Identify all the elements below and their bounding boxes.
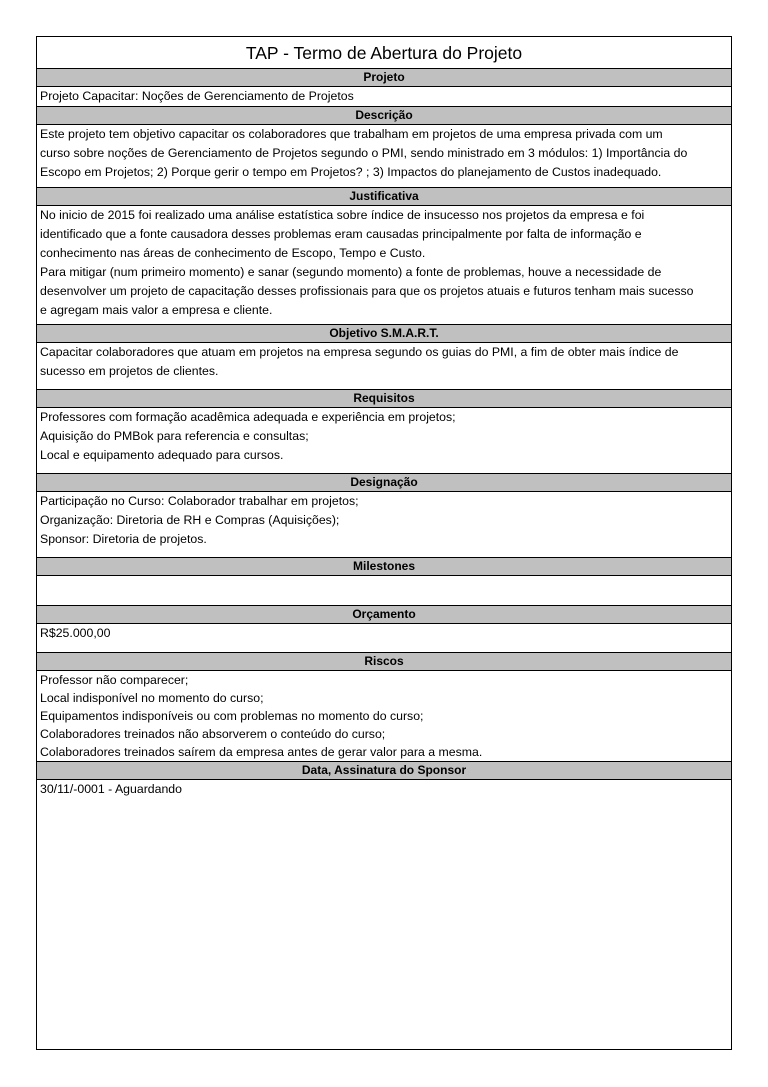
section-body-orcamento: [37, 624, 731, 653]
descricao-line: curso sobre noções de Gerenciamento de Projetos segundo o PMI, sendo ministrado em 3 módulos: 1) Importância do: [40, 146, 688, 160]
descricao-line: Escopo em Projetos; 2) Porque gerir o tempo em Projetos? ; 3) Impactos do planejamento de Custos inadequado.: [40, 165, 662, 179]
section-header-projeto: Projeto: [37, 69, 731, 87]
designacao-line: Sponsor: Diretoria de projetos.: [40, 532, 207, 546]
justificativa-line: desenvolver um projeto de capacitação desses profissionais para que os projetos atuais e futuros tenham mais sucesso: [40, 284, 694, 298]
section-body-justificativa: [37, 206, 731, 325]
section-body-requisitos: [37, 408, 731, 474]
riscos-line: Professor não comparecer;: [40, 673, 189, 687]
section-body-assinatura: [37, 780, 731, 799]
justificativa-line: conhecimento nas áreas de conhecimento de Escopo, Tempo e Custo.: [40, 246, 426, 260]
section-header-descricao: Descrição: [37, 107, 731, 125]
section-header-orcamento: Orçamento: [37, 606, 731, 624]
section-header-objetivo: Objetivo S.M.A.R.T.: [37, 325, 731, 343]
justificativa-line: Para mitigar (num primeiro momento) e sanar (segundo momento) a fonte de problemas, houve a necessidade de: [40, 265, 662, 279]
requisitos-line: Professores com formação acadêmica adequada e experiência em projetos;: [40, 410, 456, 424]
justificativa-line: No inicio de 2015 foi realizado uma análise estatística sobre índice de insucesso nos projetos da empresa e foi: [40, 208, 645, 222]
orcamento-line: R$25.000,00: [40, 626, 111, 640]
descricao-line: Este projeto tem objetivo capacitar os colaboradores que trabalham em projetos de uma empresa privada com um: [40, 127, 663, 141]
section-body-riscos: [37, 671, 731, 762]
riscos-line: Colaboradores treinados saírem da empresa antes de gerar valor para a mesma.: [40, 745, 483, 759]
section-body-milestones: [37, 576, 731, 606]
section-header-justificativa: Justificativa: [37, 188, 731, 206]
section-body-projeto: [37, 87, 731, 107]
document-title: TAP - Termo de Abertura do Projeto: [37, 37, 731, 69]
justificativa-line: identificado que a fonte causadora desses problemas eram causadas principalmente por falta de informação e: [40, 227, 642, 241]
riscos-line: Local indisponível no momento do curso;: [40, 691, 264, 705]
requisitos-line: Aquisição do PMBok para referencia e consultas;: [40, 429, 309, 443]
designacao-line: Organização: Diretoria de RH e Compras (Aquisições);: [40, 513, 340, 527]
section-header-assinatura: Data, Assinatura do Sponsor: [37, 762, 731, 780]
objetivo-line: Capacitar colaboradores que atuam em projetos na empresa segundo os guias do PMI, a fim de obter mais índice de: [40, 345, 679, 359]
section-header-milestones: Milestones: [37, 558, 731, 576]
assinatura-line: 30/11/-0001 - Aguardando: [40, 782, 182, 796]
designacao-line: Participação no Curso: Colaborador trabalhar em projetos;: [40, 494, 359, 508]
projeto-line: Projeto Capacitar: Noções de Gerenciamento de Projetos: [40, 89, 354, 103]
justificativa-line: e agregam mais valor a empresa e cliente.: [40, 303, 273, 317]
section-body-descricao: [37, 125, 731, 188]
requisitos-line: Local e equipamento adequado para cursos.: [40, 448, 284, 462]
objetivo-line: sucesso em projetos de clientes.: [40, 364, 219, 378]
project-charter-sheet: [36, 36, 732, 1050]
section-header-riscos: Riscos: [37, 653, 731, 671]
riscos-line: Equipamentos indisponíveis ou com problemas no momento do curso;: [40, 709, 424, 723]
section-header-designacao: Designação: [37, 474, 731, 492]
section-body-objetivo: [37, 343, 731, 390]
section-header-requisitos: Requisitos: [37, 390, 731, 408]
riscos-line: Colaboradores treinados não absorverem o conteúdo do curso;: [40, 727, 386, 741]
section-body-designacao: [37, 492, 731, 558]
